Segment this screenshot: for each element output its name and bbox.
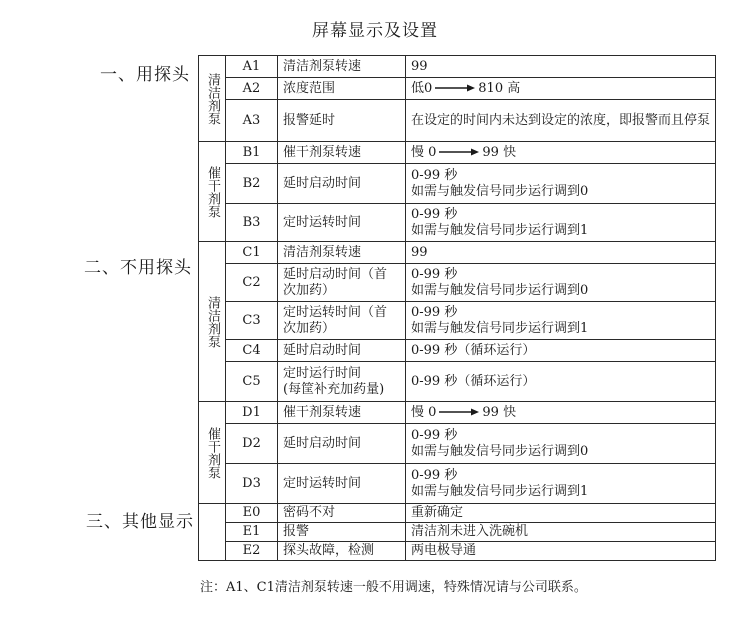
- row-value: [406, 204, 716, 242]
- group-label-drying-pump: 催干剂泵: [199, 142, 226, 242]
- row-code: D1: [226, 402, 278, 424]
- table-row-b3: [199, 204, 716, 242]
- param-line: 定时运转时间（首: [283, 304, 388, 320]
- row-code: A3: [226, 100, 278, 142]
- row-value: [406, 424, 716, 464]
- row-parameter: 定时运转时间: [278, 464, 406, 504]
- value-line: 如需与触发信号同步运行调到0: [411, 183, 589, 199]
- range-start: 慢 0: [411, 144, 437, 160]
- row-parameter: 清洁剂泵转速: [278, 56, 406, 78]
- row-value: [406, 264, 716, 302]
- row-code: E0: [226, 504, 278, 523]
- row-code: C5: [226, 362, 278, 402]
- table-row-a1: [199, 56, 716, 78]
- table-row-c1: [199, 242, 716, 264]
- group-label-cleaner-pump: 清洁剂泵: [199, 242, 226, 402]
- row-parameter: 清洁剂泵转速: [278, 242, 406, 264]
- value-line: 0-99 秒: [411, 467, 458, 483]
- section-heading-without-probe: 二、不用探头: [84, 258, 192, 278]
- table-row-d1: [199, 402, 716, 424]
- row-value: 99: [406, 242, 716, 264]
- table-row-e0: [199, 504, 716, 523]
- table-row-c4: [199, 340, 716, 362]
- row-parameter: 定时运转时间: [278, 204, 406, 242]
- row-parameter: 探头故障，检测: [278, 542, 406, 561]
- row-parameter: 延时启动时间: [278, 340, 406, 362]
- arrow-right-icon: [438, 408, 480, 416]
- value-line: 如需与触发信号同步运行调到0: [411, 443, 589, 459]
- param-line: 延时启动时间（首: [283, 266, 388, 282]
- table-row-d2: [199, 424, 716, 464]
- row-code: A1: [226, 56, 278, 78]
- row-code: C3: [226, 302, 278, 340]
- table-row-e2: [199, 542, 716, 561]
- row-value: 两电极导通: [406, 542, 716, 561]
- table-row-d3: [199, 464, 716, 504]
- row-value: 重新确定: [406, 504, 716, 523]
- section-heading-other-display: 三、其他显示: [86, 512, 194, 532]
- value-line: 0-99 秒: [411, 304, 458, 320]
- row-parameter: 密码不对: [278, 504, 406, 523]
- row-parameter: 催干剂泵转速: [278, 402, 406, 424]
- value-line: 0-99 秒: [411, 266, 458, 282]
- param-line: 次加药）: [283, 320, 336, 336]
- row-value: 99: [406, 56, 716, 78]
- range-start: 低0: [411, 80, 433, 96]
- footnote: 注：A1、C1清洁剂泵转速一般不用调速，特殊情况请与公司联系。: [200, 580, 587, 595]
- row-value: [406, 402, 716, 424]
- row-parameter: [278, 264, 406, 302]
- row-value: [406, 78, 716, 100]
- value-line: 0-99 秒: [411, 206, 458, 222]
- row-parameter: 报警延时: [278, 100, 406, 142]
- row-code: D3: [226, 464, 278, 504]
- table-row-b1: [199, 142, 716, 164]
- row-parameter: 报警: [278, 523, 406, 542]
- row-value: [406, 464, 716, 504]
- row-value: 0-99 秒（循环运行）: [406, 340, 716, 362]
- row-parameter: 延时启动时间: [278, 424, 406, 464]
- table-row-a2: [199, 78, 716, 100]
- row-parameter: 延时启动时间: [278, 164, 406, 204]
- param-line: 次加药）: [283, 282, 336, 298]
- row-code: A2: [226, 78, 278, 100]
- table-row-c2: [199, 264, 716, 302]
- arrow-right-icon: [434, 84, 476, 92]
- row-parameter: [278, 362, 406, 402]
- row-value: [406, 164, 716, 204]
- row-code: C2: [226, 264, 278, 302]
- row-code: B1: [226, 142, 278, 164]
- table-row-e1: [199, 523, 716, 542]
- row-code: B3: [226, 204, 278, 242]
- row-value: [406, 302, 716, 340]
- row-code: C4: [226, 340, 278, 362]
- settings-table: [198, 55, 716, 561]
- value-line: 0-99 秒: [411, 427, 458, 443]
- row-value: 0-99 秒（循环运行）: [406, 362, 716, 402]
- value-line: 0-99 秒: [411, 167, 458, 183]
- range-start: 慢 0: [411, 404, 437, 420]
- row-value: 清洁剂未进入洗碗机: [406, 523, 716, 542]
- value-line: 如需与触发信号同步运行调到1: [411, 320, 589, 336]
- group-label-empty: [199, 504, 226, 561]
- range-end: 99 快: [482, 144, 517, 160]
- range-end: 810 高: [478, 80, 521, 96]
- table-row-c5: [199, 362, 716, 402]
- row-parameter: [278, 302, 406, 340]
- section-heading-with-probe: 一、用探头: [100, 65, 190, 85]
- row-code: E1: [226, 523, 278, 542]
- row-value: 在设定的时间内未达到设定的浓度，即报警而且停泵: [406, 100, 716, 142]
- arrow-right-icon: [438, 148, 480, 156]
- row-parameter: 催干剂泵转速: [278, 142, 406, 164]
- value-line: 如需与触发信号同步运行调到0: [411, 282, 589, 298]
- row-code: B2: [226, 164, 278, 204]
- group-label-drying-pump: 催干剂泵: [199, 402, 226, 504]
- row-code: E2: [226, 542, 278, 561]
- value-line: 如需与触发信号同步运行调到1: [411, 222, 589, 238]
- row-parameter: 浓度范围: [278, 78, 406, 100]
- group-label-cleaner-pump: 清洁剂泵: [199, 56, 226, 142]
- row-value: [406, 142, 716, 164]
- range-end: 99 快: [482, 404, 517, 420]
- table-row-b2: [199, 164, 716, 204]
- row-code: D2: [226, 424, 278, 464]
- param-line: (每筐补充加药量): [283, 381, 385, 397]
- row-code: C1: [226, 242, 278, 264]
- table-row-c3: [199, 302, 716, 340]
- page-title: 屏幕显示及设置: [312, 21, 438, 41]
- value-line: 如需与触发信号同步运行调到1: [411, 483, 589, 499]
- table-row-a3: [199, 100, 716, 142]
- param-line: 定时运行时间: [283, 365, 362, 381]
